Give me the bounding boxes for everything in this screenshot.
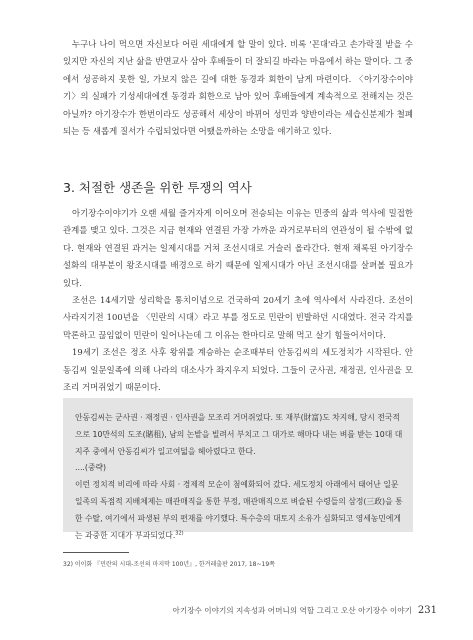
body-paragraph-3: 19세기 조선은 정조 사후 왕위를 계승하는 순조때부터 안동김씨의 세도정치가 시작된다. 안동김씨 일문일족에 의해 나라의 대소사가 좌지우지 되었다. 그들이 군사권, 재정권, 인사권을 모조리 거머쥐었기 때문이다. (63, 347, 413, 393)
quote-paragraph-3-wrapper (75, 477, 403, 544)
page-number: 231 (417, 605, 437, 616)
footnote-text: 32) 이이화 『민란의 시대-조선의 마지막 100년』, 한겨레출판 2017, 18~19쪽 (63, 561, 275, 568)
quote-ellipsis: ....(중략) (75, 463, 107, 473)
quote-paragraph-1: 안동김씨는 군사권 · 재정권 · 인사권을 모조리 거머쥐었다. 또 재부(財富)도 차지해, 당시 전국적으로 10만석의 도조(賭租), 남의 논밭을 빌려서 부치고 그 대가로 해마다 내는 벼를 받는 10대 대지주 중에서 안동김씨가 일고여덟을 헤아렸다고 한다. (75, 413, 403, 456)
footnote-reference-marker[interactable]: 32) (175, 529, 184, 536)
main-text-block (63, 205, 413, 396)
intro-paragraph-block (63, 36, 413, 140)
section-heading: 3. 처절한 생존을 위한 투쟁의 역사 (63, 180, 252, 195)
page-footer (173, 605, 437, 616)
running-title: 아기장수 이야기의 지속성과 어머니의 역할 그리고 오산 아기장수 이야기 (172, 606, 412, 615)
body-paragraph-2: 조선은 14세기말 성리학을 통치이념으로 건국하여 20세기 초에 역사에서 사라진다. 조선이 사라지기전 100년을 〈민란의 시대〉라고 부를 정도로 민란이 빈발하던 시대였다. 전국 각지를 막론하고 끊임없이 민란이 일어나는데 그 이유는 한마디로 말해 먹고 살기 힘들어서이다. (63, 295, 413, 340)
block-quote (63, 398, 413, 540)
intro-paragraph: 누구나 나이 먹으면 자신보다 어린 세대에게 할 말이 있다. 비록 '꼰대'라고 손가락질 받을 수 있지만 자신의 지난 삶을 반면교사 삼아 후배들이 더 잘되길 바라는 마음에서 하는 말이다. 그 중에서 성공하지 못한 일, 가보지 않은 길에 대한 동경과 회한이 남게 마련이다. 〈아기장수이야기〉의 실패가 기성세대에겐 동경과 회한으로 남아 있어 후배들에게 계속적으로 전해지는 것은 아닐까? 아기장수가 한번이라도 성공해서 세상이 바뀌어 성민과 양반이라는 세습신분제가 철폐되는 등 새롭게 질서가 수립되었다면 어땠을까하는 소망을 얘기하고 있다. (63, 39, 414, 137)
body-paragraph-1: 아기장수이야기가 오랜 세월 즐거자게 이어오며 전승되는 이유는 민중의 삶과 역사에 밀접한 관계를 맺고 있다. 그것은 지금 현재와 연결된 가장 가까운 과거로부터의 연관성이 될 수밖에 없다. 현재와 연결된 과거는 일제시대를 거쳐 조선시대로 거슬러 올라간다. 현재 채록된 아기장수설화의 대부분이 왕조시대를 배경으로 하기 때문에 일제시대가 아닌 조선시대를 살펴볼 필요가 있다. (63, 208, 413, 288)
quote-paragraph-3: 이런 정치적 비리에 따라 사회 · 경제적 모순이 첨예화되어 갔다. 세도정치 아래에서 태어난 일문일족의 독점적 지배체제는 매관매직을 통한 부정, 매관매직으로 벼슬된 수령들의 삼정(三政)을 통한 수탈, 여기에서 파생된 부의 편재를 야기했다. 특수층의 대토지 소유가 심화되고 영세농민에게는 과중한 지대가 부과되었다. (75, 480, 403, 540)
block-quote-text (75, 410, 403, 544)
footnote-divider (63, 552, 129, 553)
